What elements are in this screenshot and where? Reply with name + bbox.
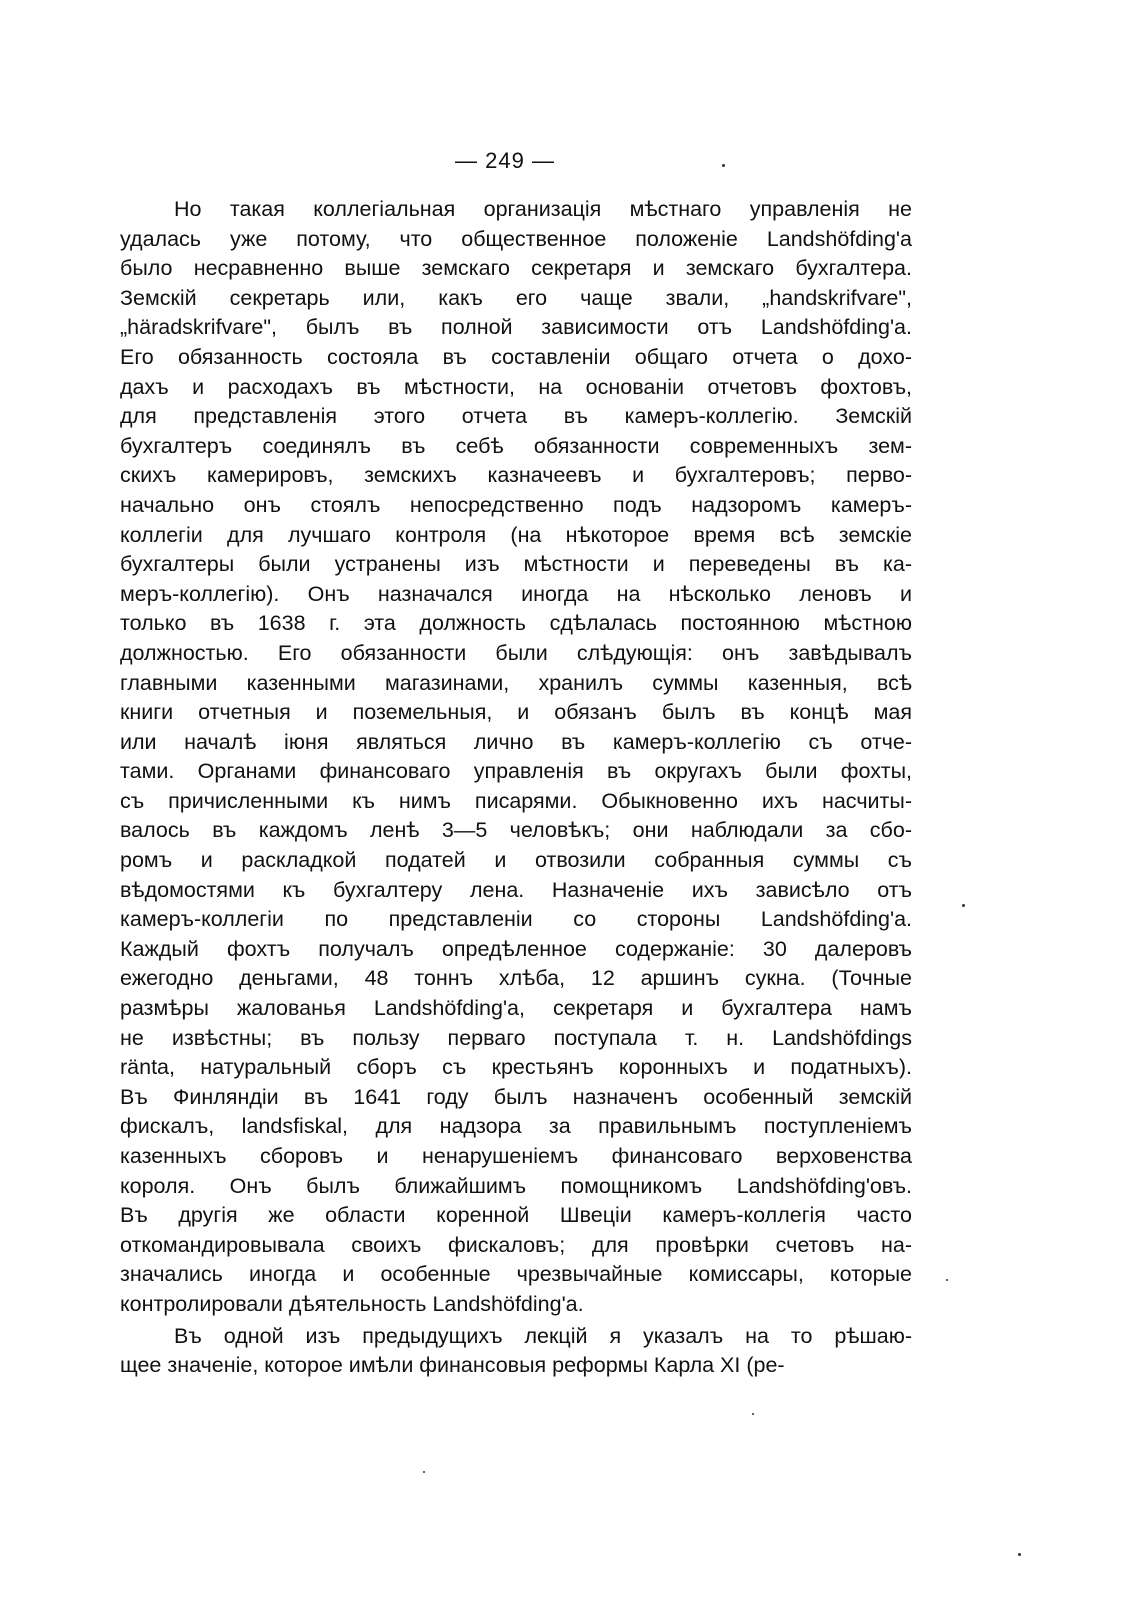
text-line: бухгалтеръ соединялъ въ себѣ обязанности современныхъ зем- <box>120 433 912 458</box>
text-line: было несравненно выше земскаго секретаря и земскаго бухгалтера. <box>120 256 912 281</box>
text-line: Въ одной изъ предыдущихъ лекцій я указалъ на то рѣшаю- <box>174 1323 912 1348</box>
text-line: щее значеніе, которое имѣли финансовыя реформы Карла XI (ре- <box>120 1353 785 1378</box>
text-line: коллегіи для лучшаго контроля (на нѣкоторое время всѣ земскіе <box>120 522 912 547</box>
text-line: ränta, натуральный сборъ съ крестьянъ коронныхъ и податныхъ). <box>120 1055 912 1080</box>
body-text <box>120 195 912 1381</box>
text-line: должностью. Его обязанности были слѣдующія: онъ завѣдывалъ <box>120 640 912 665</box>
text-line: „häradskrifvare", былъ въ полной зависимости отъ Landshöfding'a. <box>120 315 912 340</box>
scan-speck <box>722 164 725 167</box>
scan-speck <box>423 1471 425 1473</box>
text-line: валось въ каждомъ ленѣ 3—5 человѣкъ; они наблюдали за сбо- <box>120 818 912 843</box>
scan-speck <box>962 904 965 907</box>
text-line: короля. Онъ былъ ближайшимъ помощникомъ Landshöfding'овъ. <box>120 1173 912 1198</box>
text-line: фискалъ, landsfiskal, для надзора за правильнымъ поступленіемъ <box>120 1114 912 1139</box>
text-line: Каждый фохтъ получалъ опредѣленное содержаніе: 30 далеровъ <box>120 936 912 961</box>
scan-speck <box>752 1413 754 1415</box>
scan-speck <box>946 1279 948 1281</box>
text-line: бухгалтеры были устранены изъ мѣстности и переведены въ ка- <box>120 552 912 577</box>
text-line: только въ 1638 г. эта должность сдѣлалась постоянною мѣстною <box>120 611 912 636</box>
text-line: вѣдомостями къ бухгалтеру лена. Назначеніе ихъ зависѣло отъ <box>120 877 912 902</box>
text-line: съ причисленными къ нимъ писарями. Обыкновенно ихъ насчиты- <box>120 788 912 813</box>
paragraph <box>120 195 912 1320</box>
text-line: ромъ и раскладкой податей и отвозили собранныя суммы съ <box>120 848 912 873</box>
text-line: откомандировывала своихъ фискаловъ; для провѣрки счетовъ на- <box>120 1232 912 1257</box>
text-line: казенныхъ сборовъ и ненарушеніемъ финансоваго верховенства <box>120 1144 912 1168</box>
text-line: книги отчетныя и поземельныя, и обязанъ былъ въ концѣ мая <box>120 700 912 725</box>
text-line: для представленія этого отчета въ камеръ-коллегію. Земскій <box>120 404 912 429</box>
text-line: главными казенными магазинами, хранилъ суммы казенныя, всѣ <box>120 670 912 695</box>
text-line: или началѣ іюня являться лично въ камеръ-коллегію съ отче- <box>120 729 912 754</box>
text-line: ежегодно деньгами, 48 тоннъ хлѣба, 12 аршинъ сукна. (Точные <box>120 966 912 991</box>
text-line: не извѣстны; въ пользу перваго поступала т. н. Landshöfdings <box>120 1025 912 1050</box>
text-line: меръ-коллегію). Онъ назначался иногда на нѣсколько леновъ и <box>120 581 912 606</box>
text-line: Въ другія же области коренной Швеціи камеръ-коллегія часто <box>120 1203 912 1228</box>
text-line: Но такая коллегіальная организація мѣстнаго управленія не <box>174 197 912 221</box>
text-line: размѣры жалованья Landshöfding'a, секретаря и бухгалтера намъ <box>120 996 912 1021</box>
scan-speck <box>1018 1553 1021 1556</box>
page-number: — 249 — <box>455 148 555 173</box>
text-line: тами. Органами финансоваго управленія въ округахъ были фохты, <box>120 759 912 784</box>
text-line: контролировали дѣятельность Landshöfding'a. <box>120 1291 584 1316</box>
text-line: Его обязанность состояла въ составленіи общаго отчета о дохо- <box>120 344 912 369</box>
text-line: камеръ-коллегіи по представленіи со стороны Landshöfding'a. <box>120 907 912 932</box>
text-line: удалась уже потому, что общественное положеніе Landshöfding'a <box>120 226 912 251</box>
paragraph <box>120 1322 912 1381</box>
text-line: Земскій секретарь или, какъ его чаще звали, „handskrifvare", <box>120 285 912 310</box>
text-line: дахъ и расходахъ въ мѣстности, на основаніи отчетовъ фохтовъ, <box>120 374 912 399</box>
text-line: значались иногда и особенные чрезвычайные комиссары, которые <box>120 1262 912 1287</box>
text-line: начально онъ стоялъ непосредственно подъ надзоромъ камеръ- <box>120 492 912 517</box>
text-line: Въ Финляндіи въ 1641 году былъ назначенъ особенный земскій <box>120 1084 912 1109</box>
text-line: скихъ камерировъ, земскихъ казначеевъ и бухгалтеровъ; перво- <box>120 463 912 488</box>
